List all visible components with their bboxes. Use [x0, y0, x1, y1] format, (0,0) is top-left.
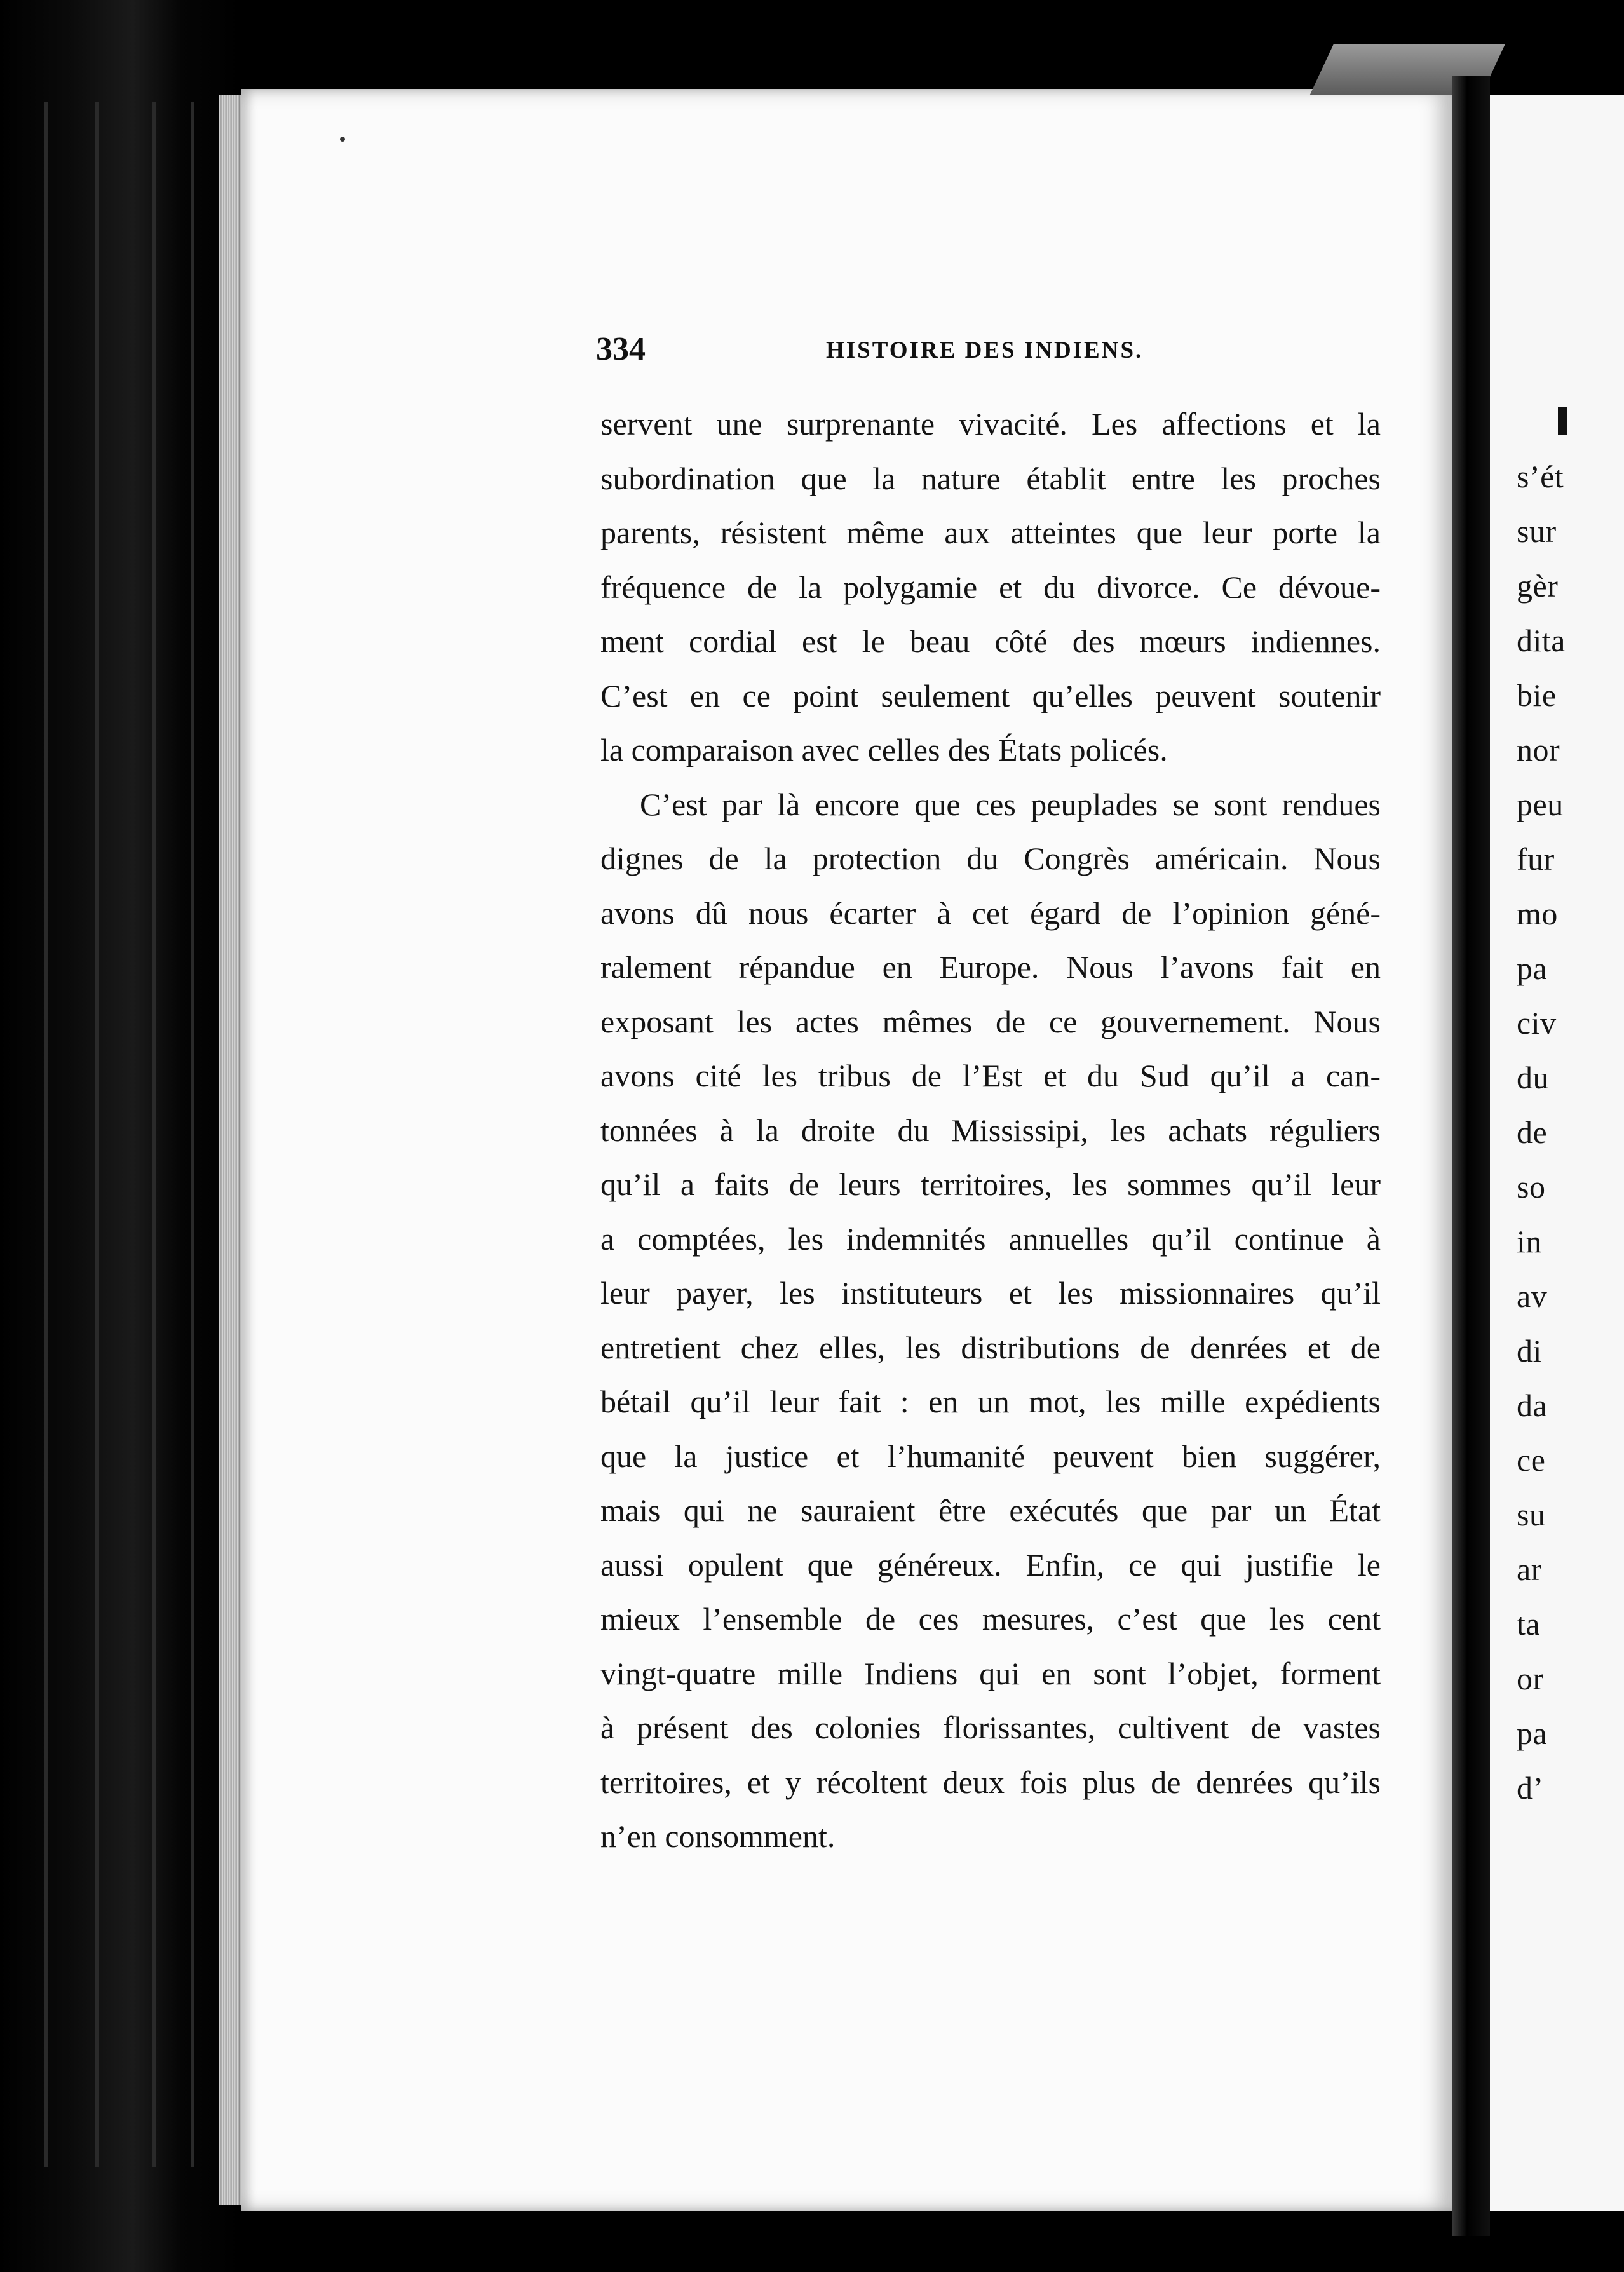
page-number: 334 — [596, 331, 646, 367]
right-page-fragment: ta — [1517, 1606, 1541, 1642]
text-line: mieux l’ensemble de ces mesures, c’est que les cent — [600, 1601, 1381, 1637]
text-line: vingt-quatre mille Indiens qui en sont l’objet, forment — [600, 1655, 1381, 1691]
spine-edge — [152, 102, 156, 2167]
right-page-fragment: dita — [1517, 623, 1566, 658]
text-line: ralement répandue en Europe. Nous l’avons fait en — [600, 949, 1381, 985]
text-line: bétail qu’il leur fait : en un mot, les mille expédients — [600, 1384, 1381, 1419]
right-page-fragment: su — [1517, 1497, 1546, 1532]
right-page-fragment: sur — [1517, 513, 1557, 549]
right-page-fragment: da — [1517, 1388, 1548, 1423]
text-line: ment cordial est le beau côté des mœurs indiennes. — [600, 623, 1381, 659]
text-line: leur payer, les instituteurs et les missionnaires qu’il — [600, 1275, 1381, 1311]
right-page-fragment: ce — [1517, 1442, 1546, 1478]
right-page-fragment: mo — [1517, 896, 1558, 931]
right-page-fragment: s’ét — [1517, 459, 1564, 494]
right-page-fragment: d’ — [1517, 1770, 1544, 1806]
spine-edge — [44, 102, 48, 2167]
right-page-fragment: ar — [1517, 1552, 1542, 1587]
body-text — [600, 397, 1381, 1864]
text-line: tonnées à la droite du Mississipi, les achats réguliers — [600, 1112, 1381, 1148]
text-line: fréquence de la polygamie et du divorce. Ce dévoue- — [600, 569, 1381, 605]
page-edges — [219, 95, 245, 2205]
text-line: parents, résistent même aux atteintes que leur porte la — [600, 515, 1381, 550]
text-line: qu’il a faits de leurs territoires, les sommes qu’il leur — [600, 1166, 1381, 1202]
right-page-fragment: peu — [1517, 787, 1564, 822]
right-page-fragment: du — [1517, 1060, 1549, 1095]
text-line: entretient chez elles, les distributions de denrées et de — [600, 1329, 1381, 1365]
book-gutter — [1452, 76, 1490, 2236]
right-page-fragment: de — [1517, 1114, 1548, 1150]
right-page-fragment: gèr — [1517, 568, 1559, 604]
right-page-fragment: civ — [1517, 1005, 1557, 1041]
text-line: la comparaison avec celles des États policés. — [600, 732, 1168, 767]
text-line: servent une surprenante vivacité. Les affections et la — [600, 406, 1381, 442]
text-line: territoires, et y récoltent deux fois plus de denrées qu’ils — [600, 1764, 1381, 1800]
text-line: a comptées, les indemnités annuelles qu’il continue à — [600, 1221, 1381, 1257]
right-page-fragment: so — [1517, 1169, 1546, 1205]
spine-edge — [191, 102, 194, 2167]
text-line: C’est en ce point seulement qu’elles peuvent soutenir — [600, 677, 1381, 713]
text-line: avons dû nous écarter à cet égard de l’opinion géné- — [600, 895, 1381, 931]
text-line: que la justice et l’humanité peuvent bien suggérer, — [600, 1438, 1381, 1474]
text-line: mais qui ne sauraient être exécutés que par un État — [600, 1492, 1381, 1528]
spine-edge — [95, 102, 99, 2167]
text-line: C’est par là encore que ces peuplades se sont rendues — [640, 786, 1381, 822]
right-page-fragment: bie — [1517, 677, 1557, 713]
running-title: HISTOIRE DES INDIENS. — [826, 337, 1144, 363]
right-page-fragment: pa — [1517, 1715, 1548, 1751]
running-head — [596, 330, 1377, 369]
right-page-fragment: av — [1517, 1278, 1548, 1314]
right-page — [1490, 95, 1624, 2211]
text-line: aussi opulent que généreux. Enfin, ce qui justifie le — [600, 1546, 1381, 1583]
text-line: exposant les actes mêmes de ce gouvernement. Nous — [600, 1003, 1381, 1039]
text-line: dignes de la protection du Congrès américain. Nous — [600, 841, 1381, 876]
ink-speck — [340, 137, 345, 142]
text-line: à présent des colonies florissantes, cultivent de vastes — [600, 1710, 1381, 1745]
text-line: n’en consomment. — [600, 1818, 836, 1854]
right-page-fragment: fur — [1517, 841, 1555, 877]
right-page-fragment: pa — [1517, 950, 1548, 986]
right-page-fragment: nor — [1517, 732, 1560, 767]
right-page-fragment: or — [1517, 1661, 1544, 1696]
right-page-fragment: di — [1517, 1333, 1542, 1369]
right-page-fragment: in — [1517, 1224, 1542, 1259]
right-page-mark — [1558, 407, 1567, 435]
book-spine — [0, 0, 241, 2272]
text-line: subordination que la nature établit entre les proches — [600, 460, 1381, 496]
text-line: avons cité les tribus de l’Est et du Sud qu’il a can- — [600, 1058, 1381, 1093]
